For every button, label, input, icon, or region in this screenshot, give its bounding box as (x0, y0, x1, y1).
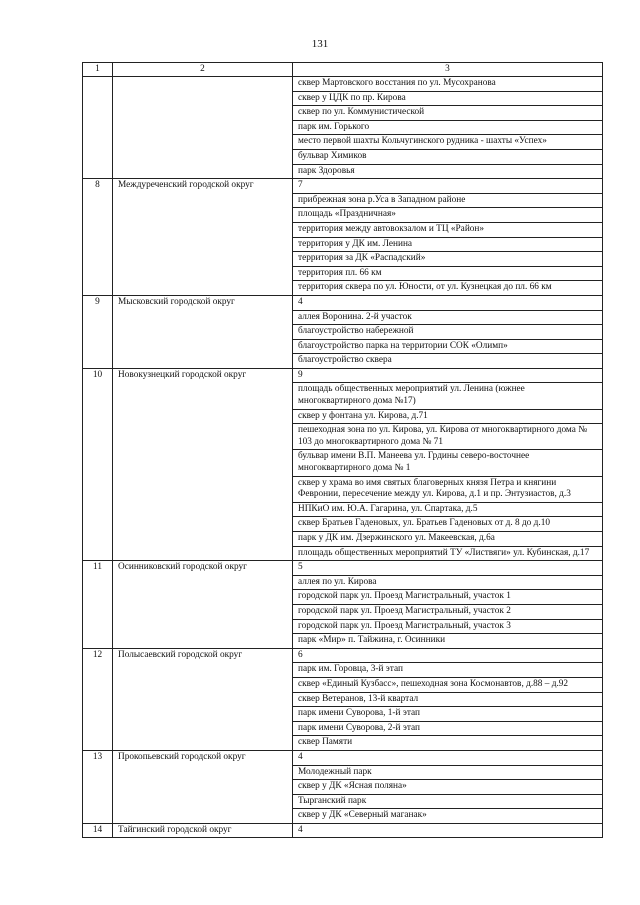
number-cell (83, 476, 113, 502)
header-col-2: 2 (113, 63, 293, 77)
table-row (83, 677, 603, 692)
object-cell: сквер «Единый Кузбасс», пешеходная зона Космонавтов, д.88 – д.92 (293, 677, 603, 692)
object-cell: сквер Мартовского восстания по ул. Мусохранова (293, 77, 603, 92)
number-cell (83, 266, 113, 281)
municipality-cell (113, 383, 293, 409)
municipality-cell (113, 765, 293, 780)
municipality-cell (113, 546, 293, 561)
table-row (83, 780, 603, 795)
table-row (83, 604, 603, 619)
object-cell: парк имени Суворова, 1-й этап (293, 707, 603, 722)
municipality-cell (113, 252, 293, 267)
municipality-cell: Полысаевский городской округ (113, 648, 293, 663)
municipality-cell (113, 476, 293, 502)
number-cell (83, 409, 113, 424)
municipality-cell (113, 193, 293, 208)
number-cell (83, 325, 113, 340)
municipality-cell (113, 590, 293, 605)
object-cell: парк Здоровья (293, 164, 603, 179)
table-row (83, 809, 603, 824)
table-row (83, 794, 603, 809)
municipality-cell (113, 532, 293, 547)
number-cell (83, 502, 113, 517)
table-row (83, 193, 603, 208)
object-cell: благоустройство парка на территории СОК «Олимп» (293, 339, 603, 354)
table-row (83, 707, 603, 722)
object-cell: парк им. Горовца, 3-й этап (293, 663, 603, 678)
municipality-cell (113, 692, 293, 707)
number-cell (83, 604, 113, 619)
municipality-cell (113, 222, 293, 237)
number-cell (83, 424, 113, 450)
table-row (83, 721, 603, 736)
municipality-cell (113, 208, 293, 223)
number-cell (83, 237, 113, 252)
object-cell: городской парк ул. Проезд Магистральный, участок 2 (293, 604, 603, 619)
municipality-cell (113, 120, 293, 135)
number-cell: 9 (83, 295, 113, 310)
number-cell (83, 721, 113, 736)
count-cell: 4 (293, 823, 603, 838)
count-cell: 5 (293, 561, 603, 576)
number-cell (83, 575, 113, 590)
number-cell (83, 736, 113, 751)
object-cell: территория сквера по ул. Юности, от ул. Кузнецкая до пл. 66 км (293, 281, 603, 296)
number-cell (83, 77, 113, 92)
object-cell: аллея Воронина. 2-й участок (293, 310, 603, 325)
number-cell (83, 707, 113, 722)
municipality-cell (113, 707, 293, 722)
table-row (83, 546, 603, 561)
municipality-cell (113, 450, 293, 476)
object-cell: Молодежный парк (293, 765, 603, 780)
table-row (83, 339, 603, 354)
number-cell (83, 252, 113, 267)
count-cell: 9 (293, 368, 603, 383)
number-cell (83, 106, 113, 121)
object-cell: территория у ДК им. Ленина (293, 237, 603, 252)
object-cell: Тырганский парк (293, 794, 603, 809)
table-row (83, 502, 603, 517)
table-row (83, 517, 603, 532)
table-row (83, 409, 603, 424)
object-cell: сквер у фонтана ул. Кирова, д.71 (293, 409, 603, 424)
number-cell (83, 765, 113, 780)
municipality-cell (113, 809, 293, 824)
number-cell (83, 517, 113, 532)
group-row (83, 295, 603, 310)
object-cell: сквер Ветеранов, 13-й квартал (293, 692, 603, 707)
municipality-cell: Междуреченский городской округ (113, 179, 293, 194)
group-row (83, 561, 603, 576)
object-cell: сквер у ДК «Ясная поляна» (293, 780, 603, 795)
count-cell: 4 (293, 295, 603, 310)
group-row (83, 179, 603, 194)
table-row (83, 325, 603, 340)
municipality-cell (113, 780, 293, 795)
table-row (83, 424, 603, 450)
object-cell: место первой шахты Кольчугинского рудника - шахты «Успех» (293, 135, 603, 150)
header-col-3: 3 (293, 63, 603, 77)
object-cell: площадь общественных мероприятий ул. Ленина (южнее многоквартирного дома №17) (293, 383, 603, 409)
table-row (83, 281, 603, 296)
object-cell: бульвар Химиков (293, 149, 603, 164)
object-cell: территория пл. 66 км (293, 266, 603, 281)
number-cell: 12 (83, 648, 113, 663)
municipality-cell (113, 663, 293, 678)
table-row (83, 135, 603, 150)
number-cell (83, 383, 113, 409)
table-row (83, 354, 603, 369)
municipality-cell (113, 409, 293, 424)
municipality-cell (113, 517, 293, 532)
object-cell: благоустройство сквера (293, 354, 603, 369)
object-cell: сквер по ул. Коммунистической (293, 106, 603, 121)
group-row (83, 823, 603, 838)
municipality-cell (113, 354, 293, 369)
number-cell (83, 794, 113, 809)
municipality-cell (113, 502, 293, 517)
table-row (83, 120, 603, 135)
municipality-cell (113, 106, 293, 121)
municipality-cell (113, 325, 293, 340)
table-row (83, 575, 603, 590)
table-row (83, 237, 603, 252)
table-row (83, 77, 603, 92)
municipality-cell (113, 736, 293, 751)
object-cell: аллея по ул. Кирова (293, 575, 603, 590)
municipality-cell: Тайгинский городской округ (113, 823, 293, 838)
number-cell (83, 780, 113, 795)
number-cell: 14 (83, 823, 113, 838)
number-cell (83, 590, 113, 605)
count-cell: 7 (293, 179, 603, 194)
number-cell (83, 619, 113, 634)
number-cell (83, 91, 113, 106)
table-row (83, 692, 603, 707)
number-cell (83, 692, 113, 707)
table-row (83, 532, 603, 547)
object-cell: площадь «Праздничная» (293, 208, 603, 223)
number-cell: 13 (83, 750, 113, 765)
object-cell: территория между автовокзалом и ТЦ «Район» (293, 222, 603, 237)
table-row (83, 252, 603, 267)
object-cell: парк у ДК им. Дзержинского ул. Макеевская, д.6а (293, 532, 603, 547)
object-cell: городской парк ул. Проезд Магистральный, участок 3 (293, 619, 603, 634)
number-cell (83, 222, 113, 237)
municipality-cell: Осинниковский городской округ (113, 561, 293, 576)
number-cell (83, 809, 113, 824)
municipality-cell (113, 424, 293, 450)
table-row (83, 619, 603, 634)
table-row (83, 663, 603, 678)
municipality-cell (113, 339, 293, 354)
table-row (83, 164, 603, 179)
number-cell: 8 (83, 179, 113, 194)
table-row (83, 476, 603, 502)
table-row (83, 266, 603, 281)
number-cell (83, 310, 113, 325)
table-body (83, 63, 603, 838)
table-row (83, 222, 603, 237)
municipality-cell (113, 575, 293, 590)
number-cell (83, 164, 113, 179)
municipality-cell (113, 135, 293, 150)
table-row (83, 634, 603, 649)
object-cell: сквер у ДК «Северный маганак» (293, 809, 603, 824)
object-cell: бульвар имени В.П. Манеева ул. Грдины северо-восточнее многоквартирного дома № 1 (293, 450, 603, 476)
municipality-cell (113, 77, 293, 92)
number-cell (83, 208, 113, 223)
table-row (83, 149, 603, 164)
group-row (83, 750, 603, 765)
municipality-cell (113, 164, 293, 179)
object-cell: сквер у ЦДК по пр. Кирова (293, 91, 603, 106)
number-cell (83, 281, 113, 296)
object-cell: территория за ДК «Распадский» (293, 252, 603, 267)
table-row (83, 310, 603, 325)
number-cell: 10 (83, 368, 113, 383)
municipality-cell (113, 677, 293, 692)
table-row (83, 765, 603, 780)
group-row (83, 368, 603, 383)
table-row (83, 450, 603, 476)
municipality-cell (113, 149, 293, 164)
count-cell: 4 (293, 750, 603, 765)
number-cell (83, 634, 113, 649)
number-cell (83, 149, 113, 164)
number-cell (83, 120, 113, 135)
municipality-cell (113, 281, 293, 296)
object-cell: НПКиО им. Ю.А. Гагарина, ул. Спартака, д.5 (293, 502, 603, 517)
municipal-territories-table (82, 62, 603, 838)
object-cell: пешеходная зона по ул. Кирова, ул. Кирова от многоквартирного дома № 103 до многоквартирного дома № 71 (293, 424, 603, 450)
number-cell (83, 135, 113, 150)
object-cell: сквер Братьев Гаденовых, ул. Братьев Гаденовых от д. 8 до д.10 (293, 517, 603, 532)
municipality-cell: Мысковский городской округ (113, 295, 293, 310)
table-row (83, 208, 603, 223)
municipality-cell: Прокопьевский городской округ (113, 750, 293, 765)
object-cell: парк имени Суворова, 2-й этап (293, 721, 603, 736)
object-cell: благоустройство набережной (293, 325, 603, 340)
table-row (83, 736, 603, 751)
municipality-cell (113, 266, 293, 281)
number-cell (83, 450, 113, 476)
number-cell (83, 339, 113, 354)
municipality-cell: Новокузнецкий городской округ (113, 368, 293, 383)
number-cell (83, 354, 113, 369)
number-cell (83, 193, 113, 208)
table-row (83, 383, 603, 409)
number-cell (83, 677, 113, 692)
number-cell (83, 546, 113, 561)
object-cell: городской парк ул. Проезд Магистральный, участок 1 (293, 590, 603, 605)
number-cell (83, 663, 113, 678)
object-cell: сквер Памяти (293, 736, 603, 751)
group-row (83, 648, 603, 663)
object-cell: прибрежная зона р.Уса в Западном районе (293, 193, 603, 208)
municipality-cell (113, 794, 293, 809)
object-cell: сквер у храма во имя святых благоверных князя Петра и княгини Февронии, пересечение между ул. Кирова, д.1 и пр. Энтузиастов, д.3 (293, 476, 603, 502)
header-col-1: 1 (83, 63, 113, 77)
number-cell (83, 532, 113, 547)
municipality-cell (113, 604, 293, 619)
table-row (83, 106, 603, 121)
municipality-cell (113, 634, 293, 649)
municipality-cell (113, 91, 293, 106)
municipality-cell (113, 619, 293, 634)
table-row (83, 91, 603, 106)
object-cell: парк «Мир» п. Тайжина, г. Осинники (293, 634, 603, 649)
number-cell: 11 (83, 561, 113, 576)
municipality-cell (113, 721, 293, 736)
object-cell: площадь общественных мероприятий ТУ «Листвяги» ул. Кубинская, д.17 (293, 546, 603, 561)
page-number: 131 (311, 38, 329, 50)
table-row (83, 590, 603, 605)
header-row (83, 63, 603, 77)
municipality-cell (113, 237, 293, 252)
municipality-cell (113, 310, 293, 325)
object-cell: парк им. Горького (293, 120, 603, 135)
count-cell: 6 (293, 648, 603, 663)
